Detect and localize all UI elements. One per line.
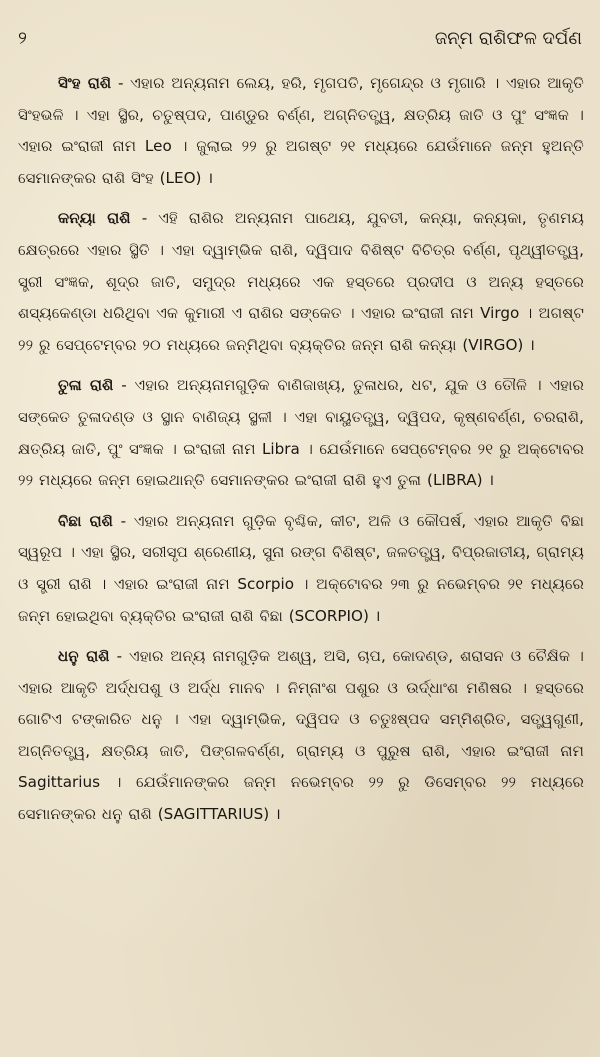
- paragraph-scorpio-text: - ଏହାର ଅନ୍ୟନାମ ଗୁଡ଼ିକ ବୃଶ୍ଚିକ, କୀଟ, ଅଳି ଓ କୌପର୍ଷ, ଏହାର ଆକୃତି ବିଛା ସ୍ୱରୂପ । ଏହା ସ୍ଥିର, ସରୀସୃପ ଶ୍ରେଣୀୟ, ସୁନା ରଙ୍ଗ ବିଶିଷ୍ଟ, ଜଳତତ୍ତ୍ୱ, ବିପ୍ରଜାତୀୟ, ଗ୍ରାମ୍ୟ ଓ ସ୍ତ୍ରୀ ରାଶି । ଏହାର ଇଂରାଜୀ ନାମ Scorpio । ଅକ୍ଟୋବର ୨୩ ରୁ ନଭେମ୍ବର ୨୧ ମଧ୍ୟରେ ଜନ୍ମ ହୋଇଥିବା ବ୍ୟକ୍ତିର ଇଂରାଜୀ ରାଶି ବିଛା (SCORPIO) ।: [18, 511, 584, 625]
- term-leo: ସିଂହ ରାଶି: [58, 74, 112, 92]
- term-libra: ତୁଳା ରାଶି: [58, 376, 114, 395]
- paragraph-sagittarius-text: - ଏହାର ଅନ୍ୟ ନାମଗୁଡ଼ିକ ଅଶ୍ୱ, ଅସି, ଚାପ, କୋଦଣ୍ଡ, ଶରାସନ ଓ ଚୈକ୍ଷିକ । ଏହାର ଆକୃତି ଅର୍ଦ୍ଧପଶୁ ଓ ଅର୍ଦ୍ଧ ମାନବ । ନିମ୍ନାଂଶ ପଶୁର ଓ ଉର୍ଦ୍ଧାଂଶ ମଣିଷର । ହସ୍ତରେ ଗୋଟିଏ ଟଙ୍କାରିତ ଧନୁ । ଏହା ଦ୍ୱାମ୍ଭିକ, ଦ୍ୱିପଦ ଓ ଚତୁଃଷ୍ପଦ ସମ୍ମିଶ୍ରିତ, ସତ୍ତ୍ୱଗୁଣୀ, ଅଗ୍ନିତତ୍ତ୍ୱ, କ୍ଷତ୍ରିୟ ଜାତି, ପିଙ୍ଗଳବର୍ଣ୍ଣ, ଗ୍ରାମ୍ୟ ଓ ପୁରୁଷ ରାଶି, ଏହାର ଇଂରାଜୀ ନାମ Sagittarius । ଯେଉଁମାନଙ୍କର ଜନ୍ମ ନଭେମ୍ବର ୨୨ ରୁ ଡିସେମ୍ବର ୨୨ ମଧ୍ୟରେ ସେମାନଙ୍କର ଧନୁ ରାଶି (SAGITTARIUS) ।: [18, 647, 584, 824]
- paragraph-virgo: [18, 203, 584, 361]
- paragraph-scorpio: [18, 506, 584, 632]
- paragraph-libra: [18, 370, 584, 496]
- term-sagittarius: ଧନୁ ରାଶି: [58, 647, 110, 666]
- term-scorpio: ବିଛା ରାଶି: [58, 511, 113, 530]
- running-title: ଜନ୍ମ ରାଶିଫଳ ଦର୍ପଣ: [434, 28, 582, 49]
- page-header: [18, 28, 582, 56]
- paragraph-virgo-text: - ଏହି ରାଶିର ଅନ୍ୟନାମ ପାଥେୟ, ଯୁବତୀ, କନ୍ୟା, କନ୍ୟକା, ତୃଣମୟ କ୍ଷେତ୍ରରେ ଏହାର ସ୍ଥିତି । ଏହା ଦ୍ୱାମ୍ଭିକ ରାଶି, ଦ୍ୱିପାଦ ବିଶିଷ୍ଟ ବିଚିତ୍ର ବର୍ଣ୍ଣ, ପୃଥ୍ୱୀତତ୍ତ୍ୱ, ସ୍ତ୍ରୀ ସଂଜ୍ଞକ, ଶୂଦ୍ର ଜାତି, ସମୁଦ୍ର ମଧ୍ୟରେ ଏକ ହସ୍ତରେ ପ୍ରଦୀପ ଓ ଅନ୍ୟ ହସ୍ତରେ ଶସ୍ୟକେଣ୍ଡା ଧରିଥିବା ଏକ କୁମାରୀ ଏ ରାଶିର ସଙ୍କେତ । ଏହାର ଇଂରାଜୀ ନାମ Virgo । ଅଗଷ୍ଟ ୨୨ ରୁ ସେପ୍ଟେମ୍ବର ୨୦ ମଧ୍ୟରେ ଜନ୍ମିଥିବା ବ୍ୟକ୍ତିର ଜନ୍ମ ରାଶି କନ୍ୟା (VIRGO) ।: [18, 209, 584, 354]
- paragraph-leo-text: - ଏହାର ଅନ୍ୟନାମ ଲେୟ, ହରି, ମୃଗପତି, ମୃଗେନ୍ଦ୍ର ଓ ମୃଗାରି । ଏହାର ଆକୃତି ସିଂହଭଳି । ଏହା ସ୍ଥିର, ଚତୁଷ୍ପଦ, ପାଣ୍ଡୁର ବର୍ଣ୍ଣ, ଅଗ୍ନିତତ୍ତ୍ୱ, କ୍ଷତ୍ରିୟ ଜାତି ଓ ପୁଂ ସଂଜ୍ଞକ । ଏହାର ଇଂରାଜୀ ନାମ Leo । ଜୁଲାଇ ୨୨ ରୁ ଅଗଷ୍ଟ ୨୧ ମଧ୍ୟରେ ଯେଉଁମାନେ ଜନ୍ମ ହୁଅନ୍ତି ସେମାନଙ୍କର ରାଶି ସିଂହ (LEO) ।: [18, 74, 584, 187]
- paragraph-leo: [18, 68, 584, 194]
- page-number: ୨: [18, 28, 27, 49]
- paragraph-libra-text: - ଏହାର ଅନ୍ୟନାମଗୁଡ଼ିକ ବାଣିଜାଖ୍ୟ, ତୁଳାଧର, ଧଟ, ଯୁକ ଓ ତୌଳି । ଏହାର ସଙ୍କେତ ତୁଳାଦଣ୍ଡ ଓ ସ୍ଥାନ ବାଣିଜ୍ୟ ସ୍ଥଳୀ । ଏହା ବାୟୁତତ୍ତ୍ୱ, ଦ୍ୱିପଦ, କୃଷ୍ଣବର୍ଣ୍ଣ, ଚରରାଶି, କ୍ଷତ୍ରିୟ ଜାତି, ପୁଂ ସଂଜ୍ଞକ । ଇଂରାଜୀ ନାମ Libra । ଯେଉଁମାନେ ସେପ୍ଟେମ୍ବର ୨୧ ରୁ ଅକ୍ଟୋବର ୨୨ ମଧ୍ୟରେ ଜନ୍ମ ହୋଇଥାନ୍ତି ସେମାନଙ୍କର ଇଂରାଜୀ ରାଶି ହୁଏ ତୁଳା (LIBRA) ।: [18, 376, 584, 490]
- paragraph-sagittarius: [18, 641, 584, 831]
- term-virgo: କନ୍ୟା ରାଶି: [58, 209, 131, 228]
- page-content: [18, 68, 584, 840]
